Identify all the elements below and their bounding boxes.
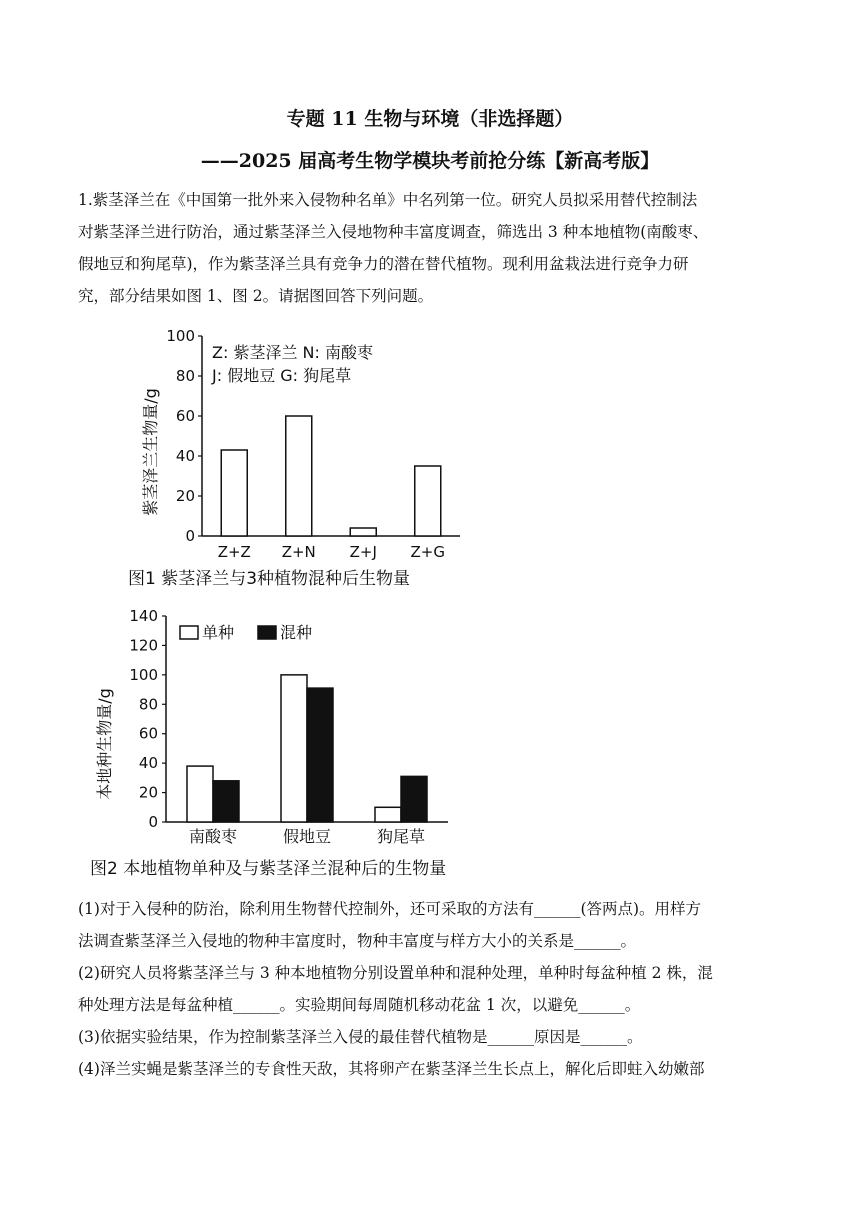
figure-1-y-ticks	[166, 327, 202, 545]
bar-Z+Z	[221, 450, 247, 536]
bar-南酸枣-单种	[187, 766, 213, 822]
figure-2-y-axis-label: 本地种生物量/g	[95, 688, 114, 800]
x-tick-label: 南酸枣	[188, 827, 238, 846]
legend-label-mixed: 混种	[280, 623, 313, 642]
figure-1-x-tick-labels	[218, 543, 445, 561]
question-line: (3)依据实验结果，作为控制紫茎泽兰入侵的最佳替代植物是______原因是______。	[78, 1028, 643, 1046]
intro-line: 1.紫茎泽兰在《中国第一批外来入侵物种名单》中名列第一位。研究人员拟采用替代控制法	[78, 191, 698, 209]
bar-假地豆-混种	[307, 688, 333, 822]
y-tick-label: 60	[175, 407, 195, 425]
y-tick-label: 80	[138, 695, 158, 714]
question-line: 法调查紫茎泽兰入侵地的物种丰富度时，物种丰富度与样方大小的关系是______。	[78, 932, 637, 950]
bar-狗尾草-单种	[375, 807, 401, 822]
y-tick-label: 20	[138, 783, 158, 802]
bar-Z+J	[350, 528, 376, 536]
figure-2-caption: 图2 本地植物单种及与紫茎泽兰混种后的生物量	[90, 859, 447, 879]
y-tick-label: 60	[138, 724, 158, 743]
question-line: 种处理方法是每盆种植______。实验期间每周随机移动花盆 1 次，以避免______。	[78, 996, 641, 1014]
y-tick-label: 0	[185, 527, 195, 545]
y-tick-label: 120	[129, 636, 158, 655]
question-line: (4)泽兰实蝇是紫茎泽兰的专食性天敌，其将卵产在紫茎泽兰生长点上，解化后即蛀入幼嫩部	[78, 1060, 705, 1078]
y-tick-label: 100	[166, 327, 195, 345]
figure-1-chart	[120, 322, 520, 594]
y-tick-label: 40	[138, 754, 158, 773]
question-line: (2)研究人员将紫茎泽兰与 3 种本地植物分别设置单种和混种处理，单种时每盆种植 2 株，混	[78, 964, 713, 982]
document-subtitle: ——2025 届高考生物学模块考前抢分练【新高考版】	[200, 150, 660, 172]
figure-2-bars	[187, 675, 427, 822]
intro-line: 究，部分结果如图 1、图 2。请据图回答下列问题。	[78, 287, 434, 305]
question-line: (1)对于入侵种的防治，除利用生物替代控制外，还可采取的方法有______(答两点)。用样方	[78, 900, 702, 918]
figure-2-y-ticks	[129, 607, 166, 831]
bar-Z+N	[286, 416, 312, 536]
figure-2-x-tick-labels	[189, 827, 425, 846]
intro-line: 对紫茎泽兰进行防治，通过紫茎泽兰入侵地物种丰富度调查，筛选出 3 种本地植物(南酸枣、	[78, 223, 709, 241]
y-tick-label: 140	[129, 607, 158, 625]
figure-1-legend-line: J: 假地豆 G: 狗尾草	[212, 366, 352, 385]
y-tick-label: 0	[148, 813, 158, 831]
legend-swatch-single	[180, 626, 198, 639]
question-intro	[78, 184, 784, 312]
document-title: 专题 11 生物与环境（非选择题）	[286, 108, 574, 130]
sub-questions	[78, 893, 784, 1085]
legend-label-single: 单种	[202, 623, 235, 642]
figure-1-bars	[221, 416, 441, 536]
intro-line: 假地豆和狗尾草)，作为紫茎泽兰具有竞争力的潜在替代植物。现利用盆栽法进行竞争力研	[78, 255, 689, 273]
x-tick-label: Z+Z	[217, 543, 251, 561]
bar-假地豆-单种	[281, 675, 307, 822]
bar-狗尾草-混种	[401, 776, 427, 822]
legend-swatch-mixed	[258, 626, 276, 639]
x-tick-label: Z+J	[349, 543, 377, 561]
figure-2-chart	[88, 600, 568, 884]
figure-1-legend-line: Z: 紫茎泽兰 N: 南酸枣	[212, 343, 373, 362]
y-tick-label: 40	[175, 447, 195, 465]
figure-1-y-axis-label: 紫茎泽兰生物量/g	[141, 388, 160, 516]
x-tick-label: Z+N	[281, 543, 316, 561]
y-tick-label: 80	[175, 367, 195, 385]
y-tick-label: 20	[175, 487, 195, 505]
bar-南酸枣-混种	[213, 781, 239, 822]
bar-Z+G	[415, 466, 441, 536]
x-tick-label: 假地豆	[282, 827, 332, 846]
figure-1-caption: 图1 紫茎泽兰与3种植物混种后生物量	[128, 569, 411, 589]
x-tick-label: Z+G	[410, 543, 445, 561]
x-tick-label: 狗尾草	[376, 827, 426, 846]
y-tick-label: 100	[129, 665, 158, 684]
